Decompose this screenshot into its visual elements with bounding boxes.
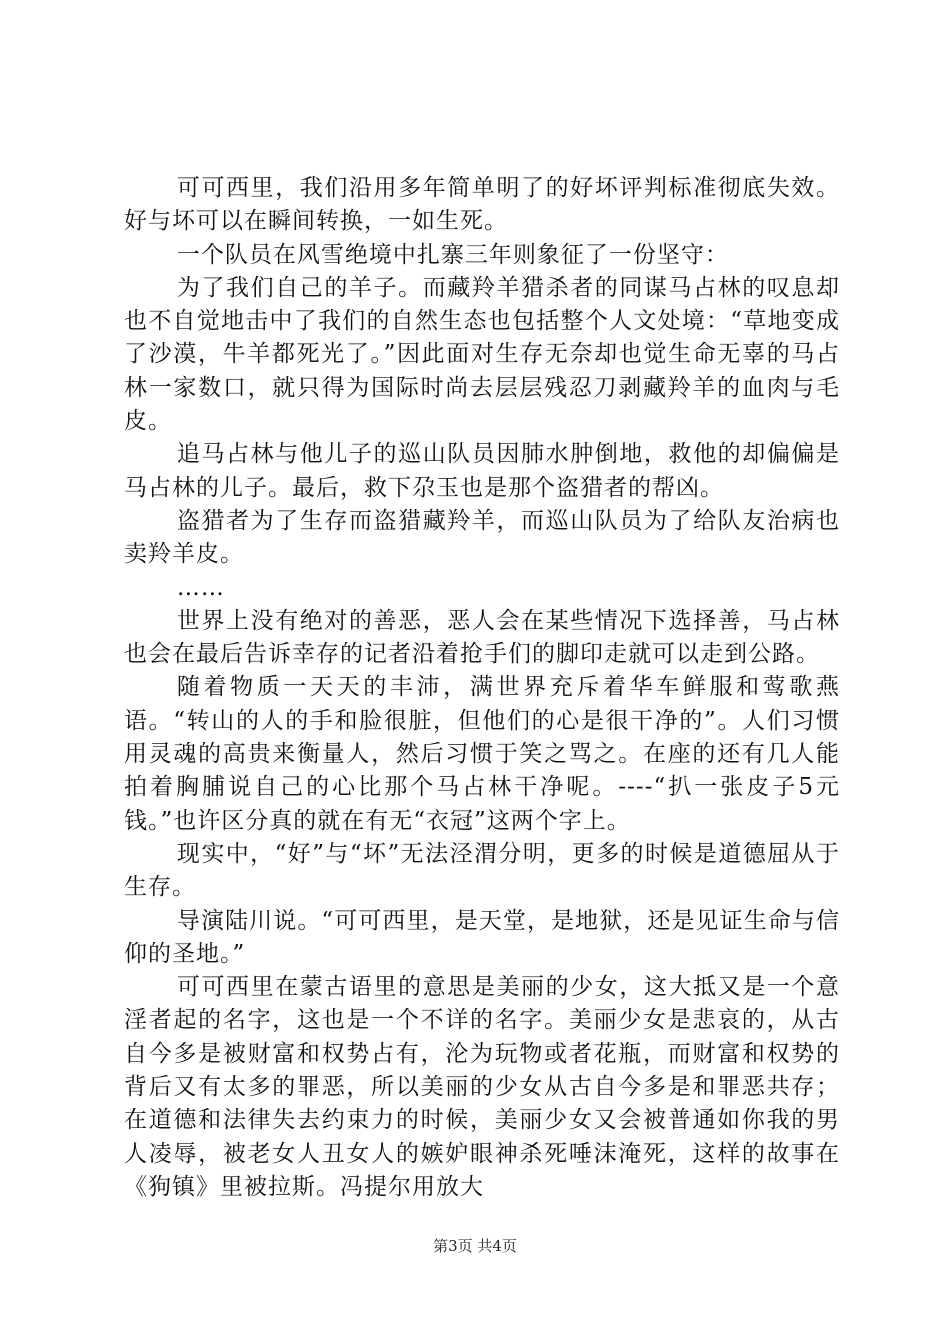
ellipsis-paragraph: …… xyxy=(176,574,225,601)
body-text xyxy=(124,172,840,1204)
paragraph: 导演陆川说。“可可西里，是天堂，是地狱，还是见证生命与信仰的圣地。” xyxy=(124,907,840,967)
page-footer: 第3页 共4页 xyxy=(433,1237,517,1255)
paragraph: 追马占林与他儿子的巡山队员因肺水肿倒地，救他的却偏偏是马占林的儿子。最后，救下尕玉也是那个盗猎者的帮凶。 xyxy=(124,441,840,501)
paragraph: 盗猎者为了生存而盗猎藏羚羊，而巡山队员为了给队友治病也卖羚羊皮。 xyxy=(124,507,840,568)
paragraph: 一个队员在风雪绝境中扎寨三年则象征了一份坚守： xyxy=(176,241,729,268)
paragraph: 可可西里在蒙古语里的意思是美丽的少女，这大抵又是一个意淫者起的名字，这也是一个不详的名字。美丽少女是悲哀的，从古自今多是被财富和权势占有，沦为玩物或者花瓶，而财富和权势的背后又有太多的罪恶，所以美丽的少女从古自今多是和罪恶共存；在道德和法律失去约束力的时候，美丽少女又会被普通如你我的男人凌辱，被老女人丑女人的嫉妒眼神杀死唾沫淹死，这样的故事在《狗镇》里被拉斯。冯提尔用放大 xyxy=(124,974,840,1200)
paragraph: 可可西里，我们沿用多年简单明了的好坏评判标准彻底失效。好与坏可以在瞬间转换，一如生死。 xyxy=(124,175,840,235)
paragraph: 世界上没有绝对的善恶，恶人会在某些情况下选择善，马占林也会在最后告诉幸存的记者沿着抢手们的脚印走就可以走到公路。 xyxy=(124,607,840,668)
paragraph: 现实中，“好”与“坏”无法泾渭分明，更多的时候是道德屈从于生存。 xyxy=(124,840,840,901)
paragraph: 随着物质一天天的丰沛，满世界充斥着华车鲜服和莺歌燕语。“转山的人的手和脸很脏，但他们的心是很干净的”。人们习惯用灵魂的高贵来衡量人，然后习惯于笑之骂之。在座的还有几人能拍着胸脯说自己的心比那个马占林干净呢。----“扒一张皮子5元钱。”也许区分真的就在有无“衣冠”这两个字上。 xyxy=(124,674,840,834)
paragraph: 为了我们自己的羊子。而藏羚羊猎杀者的同谋马占林的叹息却也不自觉地击中了我们的自然生态也包括整个人文处境：“草地变成了沙漠，牛羊都死光了。”因此面对生存无奈却也觉生命无辜的马占林一家数口，就只得为国际时尚去层层残忍刀剥藏羚羊的血肉与毛皮。 xyxy=(124,274,840,435)
